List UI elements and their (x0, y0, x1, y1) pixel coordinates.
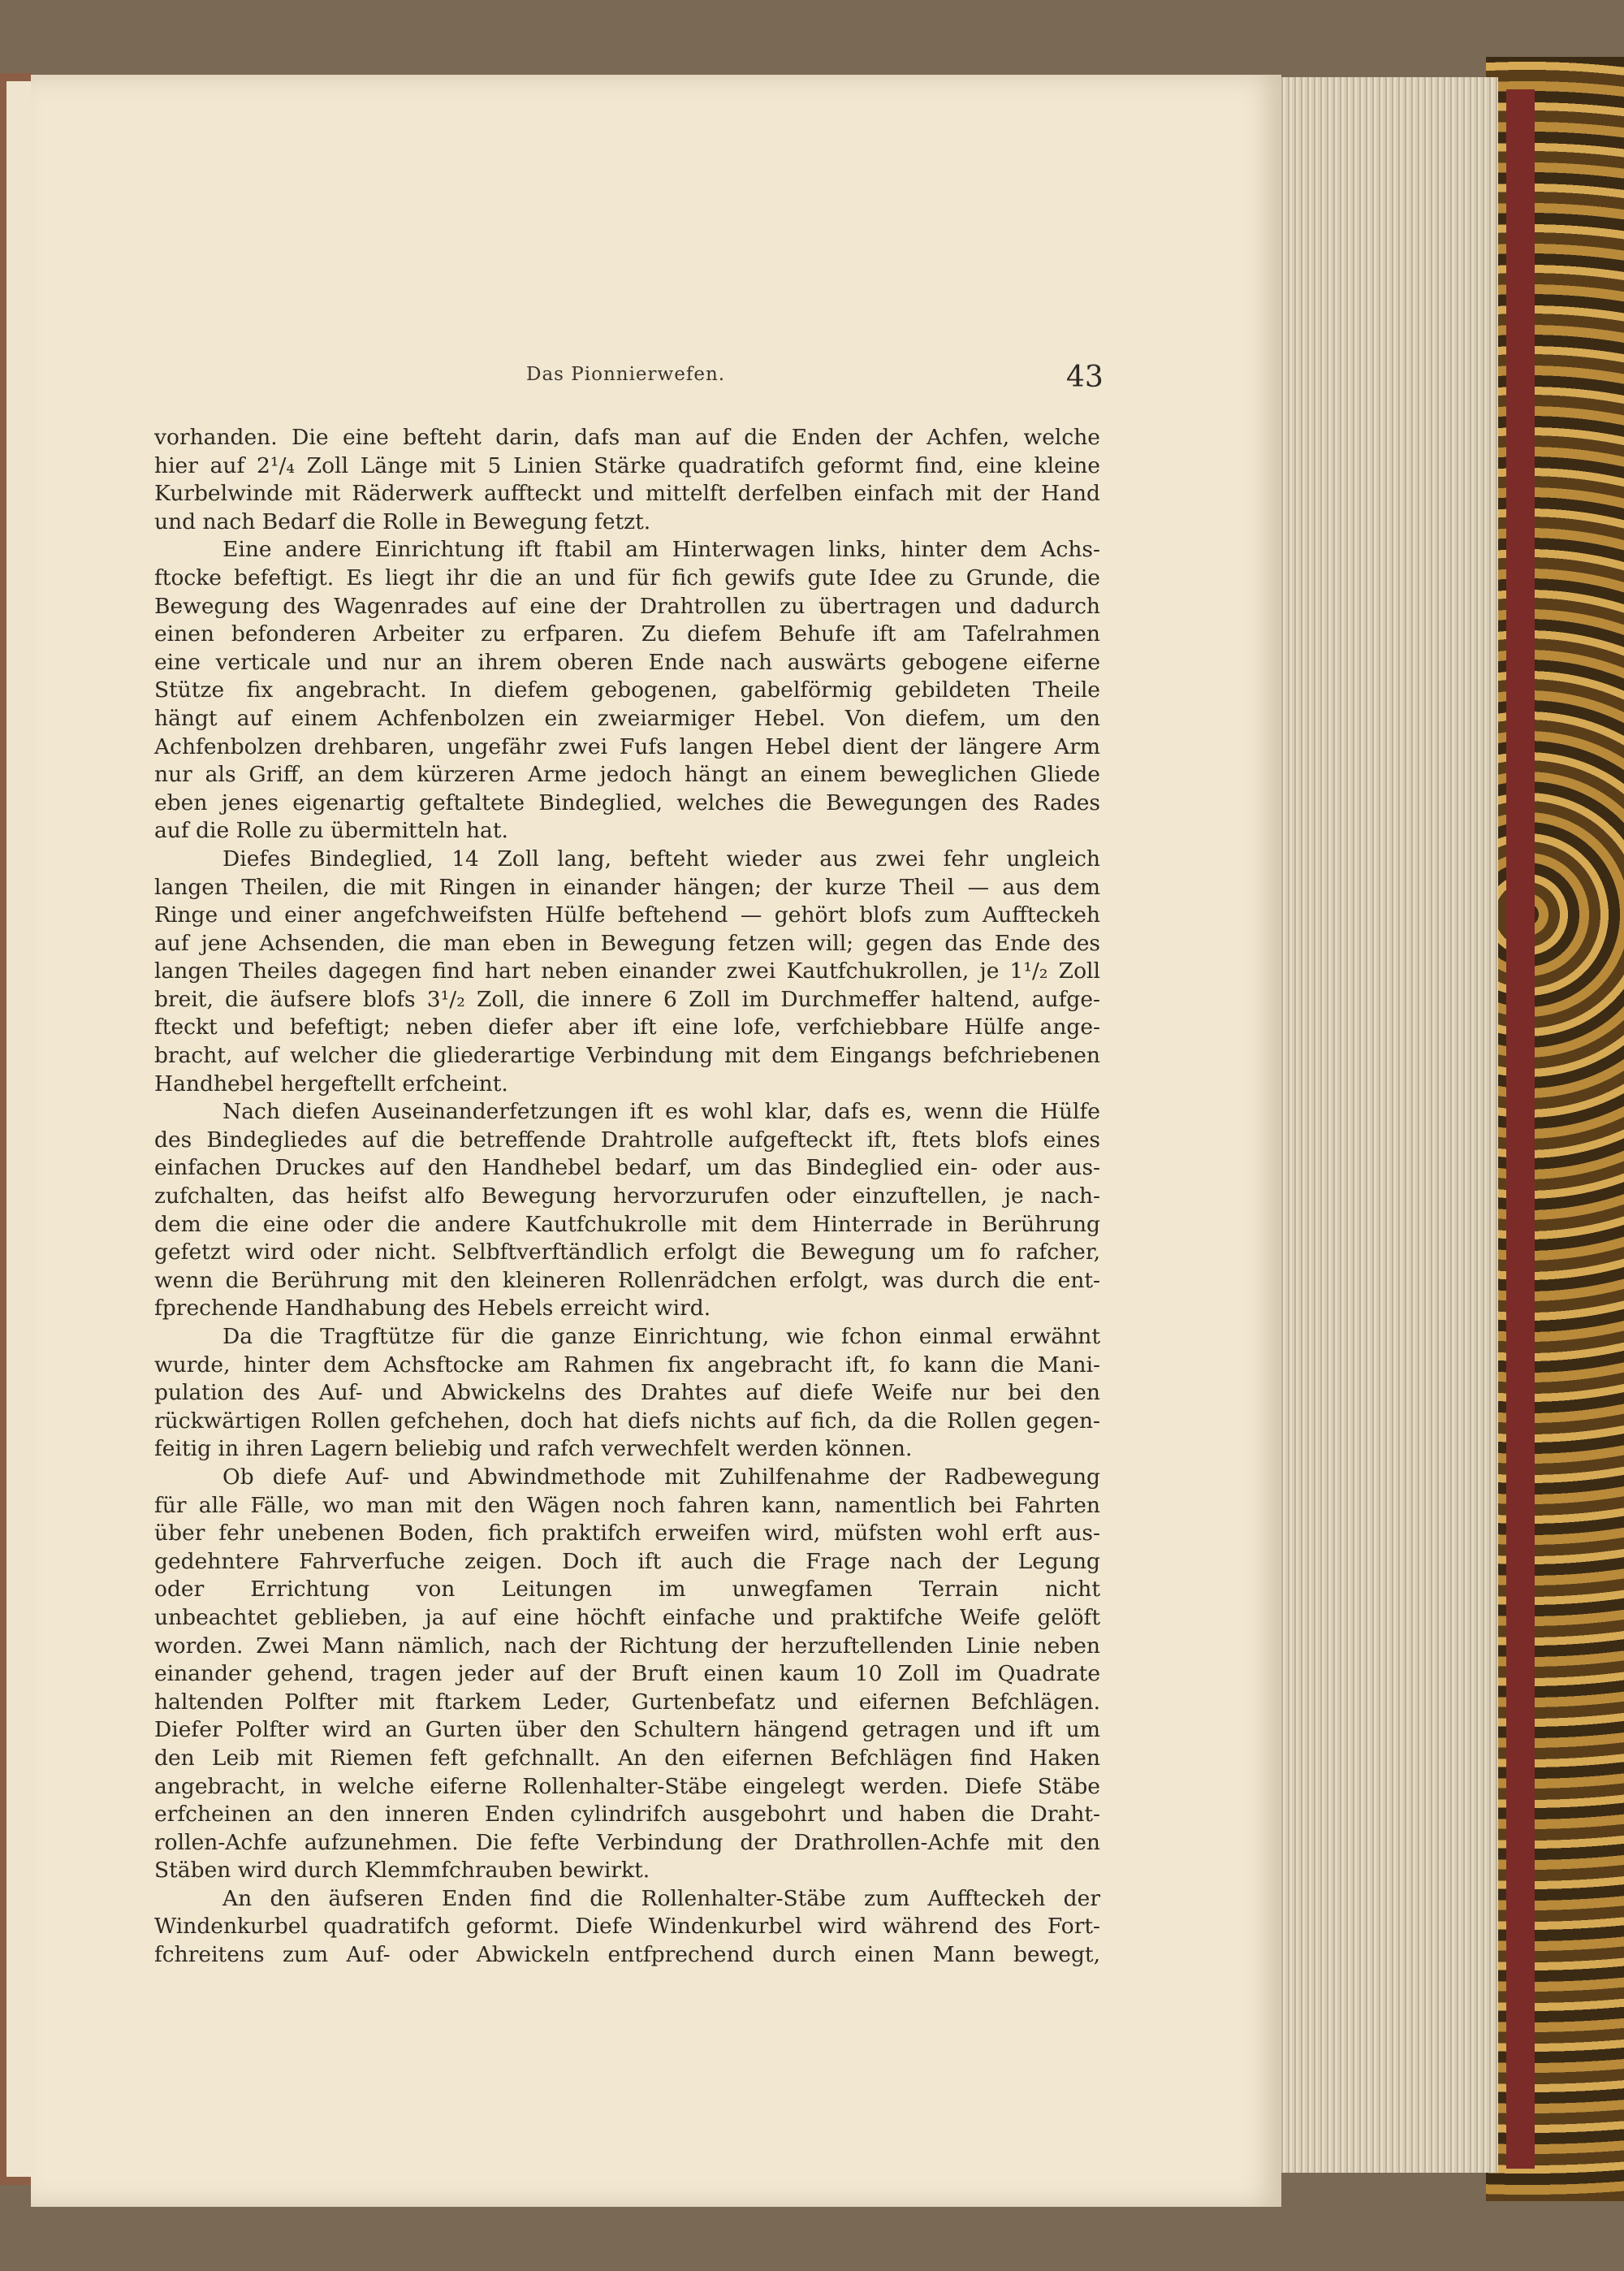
text-line: Handhebel hergeftellt erfcheint. (154, 1071, 508, 1097)
text-line: eine verticale und nur an ihrem oberen Ende nach auswärts gebogene eiferne (154, 649, 1100, 675)
text-line: fteckt und befeftigt; neben diefer aber ift eine lofe, verfchiebbare Hülfe ange- (154, 1014, 1100, 1040)
text-line: vorhanden. Die eine befteht darin, dafs man auf die Enden der Achfen, welche (154, 425, 1100, 450)
page-number: 43 (1066, 361, 1104, 394)
text-line: Stütze fix angebracht. In diefem gebogenen, gabelförmig gebildeten Theile (154, 677, 1100, 703)
text-line: Achfenbolzen drehbaren, ungefähr zwei Fufs langen Hebel dient der längere Arm (154, 733, 1100, 759)
text-line: unbeachtet geblieben, ja auf eine höchft einfache und praktifche Weife gelöft (154, 1604, 1100, 1630)
text-line: Kurbelwinde mit Räderwerk auffteckt und mittelft derfelben einfach mit der Hand (154, 481, 1100, 507)
text-line: Windenkurbel quadratifch geformt. Diefe Windenkurbel wird während des Fort- (154, 1914, 1100, 1940)
text-line: rollen-Achfe aufzunehmen. Die fefte Verbindung der Drathrollen-Achfe mit den (154, 1829, 1100, 1855)
text-line: erfcheinen an den inneren Enden cylindrifch ausgebohrt und haben die Draht- (154, 1802, 1100, 1828)
text-line: angebracht, in welche eiferne Rollenhalter-Stäbe eingelegt werden. Diefe Stäbe (154, 1773, 1100, 1799)
text-line: fchreitens zum Auf- oder Abwickeln entfprechend durch einen Mann bewegt, (154, 1942, 1100, 1968)
text-line: worden. Zwei Mann nämlich, nach der Richtung der herzuftellenden Linie neben (154, 1633, 1100, 1659)
text-line: und nach Bedarf die Rolle in Bewegung fetzt. (154, 508, 651, 534)
text-line: langen Theilen, die mit Ringen in einander hängen; der kurze Theil — aus dem (154, 874, 1100, 900)
text-line: rückwärtigen Rollen gefchehen, doch hat diefs nichts auf fich, da die Rollen gegen- (154, 1408, 1100, 1434)
cover-binding-edge (1506, 89, 1535, 2169)
text-line: einfachen Druckes auf den Handhebel bedarf, um das Bindeglied ein- oder aus- (154, 1155, 1100, 1181)
text-line: auf jene Achsenden, die man eben in Bewegung fetzen will; gegen das Ende des (154, 930, 1100, 956)
text-line: über fehr unebenen Boden, fich praktifch erweifen wird, müfsten wohl erft aus- (154, 1520, 1100, 1546)
text-line: eben jenes eigenartig geftaltete Bindeglied, welches die Bewegungen des Rades (154, 789, 1100, 815)
text-line: einander gehend, tragen jeder auf der Bruft einen kaum 10 Zoll im Quadrate (154, 1661, 1100, 1687)
text-line: hängt auf einem Achfenbolzen ein zweiarmiger Hebel. Von diefem, um den (154, 705, 1100, 731)
text-line: An den äufseren Enden find die Rollenhalter-Stäbe zum Auffteckeh der (222, 1885, 1100, 1911)
text-line: gedehntere Fahrverfuche zeigen. Doch ift auch die Frage nach der Legung (154, 1548, 1100, 1574)
book-page (31, 75, 1281, 2207)
text-line: einen befonderen Arbeiter zu erfparen. Zu diefem Behufe ift am Tafelrahmen (154, 621, 1100, 647)
text-line: bracht, auf welcher die gliederartige Verbindung mit dem Eingangs befchriebenen (154, 1043, 1100, 1069)
page-stack-edge (1279, 77, 1498, 2173)
text-line: Eine andere Einrichtung ift ftabil am Hinterwagen links, hinter dem Achs- (222, 537, 1100, 563)
text-line: pulation des Auf- und Abwickelns des Drahtes auf diefe Weife nur bei den (154, 1380, 1100, 1406)
left-page-edge (6, 81, 31, 2177)
text-line: oder Errichtung von Leitungen im unwegfamen Terrain nicht (154, 1577, 1100, 1603)
text-line: ftocke befeftigt. Es liegt ihr die an und für fich gewifs gute Idee zu Grunde, die (154, 565, 1100, 590)
body-text (154, 424, 1100, 1970)
text-line: dem die eine oder die andere Kautfchukrolle mit dem Hinterrade in Berührung (154, 1211, 1100, 1237)
text-line: Nach diefen Auseinanderfetzungen ift es wohl klar, dafs es, wenn die Hülfe (222, 1099, 1100, 1125)
text-line: breit, die äufsere blofs 3¹/₂ Zoll, die innere 6 Zoll im Durchmeffer haltend, aufge- (154, 986, 1100, 1012)
text-line: für alle Fälle, wo man mit den Wägen noch fahren kann, namentlich bei Fahrten (154, 1492, 1100, 1518)
text-line: gefetzt wird oder nicht. Selbftverftändlich erfolgt die Bewegung um fo rafcher, (154, 1239, 1100, 1265)
text-line: auf die Rolle zu übermitteln hat. (154, 818, 508, 844)
running-head: Das Pionnierwefen. (526, 364, 726, 385)
text-line: des Bindegliedes auf die betreffende Drahtrolle aufgefteckt ift, ftets blofs eines (154, 1127, 1100, 1153)
text-line: Stäben wird durch Klemmfchrauben bewirkt. (154, 1858, 650, 1884)
text-line: nur als Griff, an dem kürzeren Arme jedoch hängt an einem beweglichen Gliede (154, 762, 1100, 788)
text-line: den Leib mit Riemen feft gefchnallt. An den eifernen Befchlägen find Haken (154, 1745, 1100, 1771)
text-line: Ringe und einer angefchweifsten Hülfe beftehend — gehört blofs zum Auffteckeh (154, 902, 1100, 928)
text-line: feitig in ihren Lagern beliebig und rafch verwechfelt werden können. (154, 1436, 913, 1462)
text-line: zufchalten, das heifst alfo Bewegung hervorzurufen oder einzuftellen, je nach- (154, 1183, 1100, 1209)
text-line: Da die Tragftütze für die ganze Einrichtung, wie fchon einmal erwähnt (222, 1324, 1100, 1349)
text-line: Diefer Polfter wird an Gurten über den Schultern hängend getragen und ift um (154, 1717, 1100, 1743)
text-line: Diefes Bindeglied, 14 Zoll lang, befteht wieder aus zwei fehr ungleich (222, 846, 1100, 872)
text-line: Ob diefe Auf- und Abwindmethode mit Zuhilfenahme der Radbewegung (222, 1464, 1100, 1490)
text-line: fprechende Handhabung des Hebels erreicht wird. (154, 1296, 711, 1322)
text-line: langen Theiles dagegen find hart neben einander zwei Kautfchukrollen, je 1¹/₂ Zoll (154, 958, 1100, 984)
text-line: wurde, hinter dem Achsftocke am Rahmen fix angebracht ift, fo kann die Mani- (154, 1352, 1100, 1378)
text-line: Bewegung des Wagenrades auf eine der Drahtrollen zu übertragen und dadurch (154, 593, 1100, 619)
text-line: hier auf 2¹/₄ Zoll Länge mit 5 Linien Stärke quadratifch geformt find, eine kleine (154, 452, 1100, 478)
text-line: haltenden Polfter mit ftarkem Leder, Gurtenbefatz und eifernen Befchlägen. (154, 1689, 1100, 1715)
text-line: wenn die Berührung mit den kleineren Rollenrädchen erfolgt, was durch die ent- (154, 1267, 1100, 1293)
